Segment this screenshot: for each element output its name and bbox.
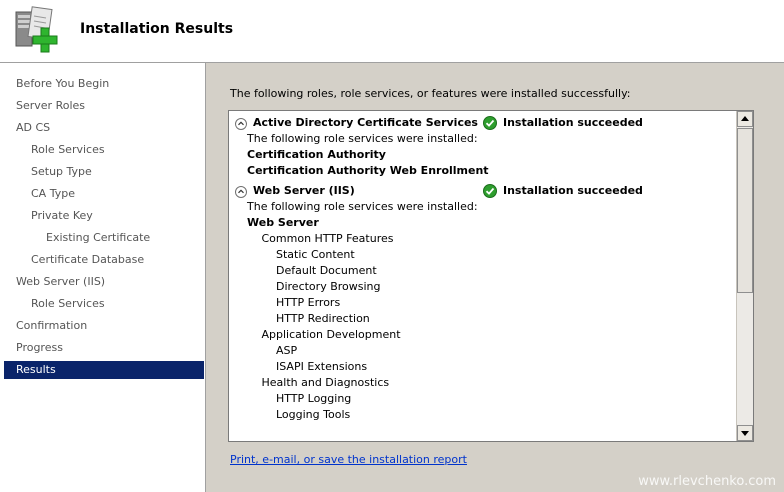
results-list bbox=[229, 111, 734, 441]
role-service-item: Static Content bbox=[276, 248, 355, 261]
sidebar-item-results[interactable]: Results bbox=[4, 361, 204, 379]
scroll-down-button[interactable] bbox=[737, 425, 753, 441]
success-check-icon bbox=[483, 184, 497, 198]
section-subtitle: The following role services were installed: bbox=[247, 200, 478, 213]
role-service-item: Health and Diagnostics bbox=[261, 376, 390, 389]
intro-text: The following roles, role services, or features were installed successfully: bbox=[230, 87, 631, 100]
role-service-item: Certification Authority Web Enrollment bbox=[247, 164, 489, 177]
sidebar-item-setup-type[interactable]: Setup Type bbox=[31, 165, 92, 178]
sidebar-item-private-key[interactable]: Private Key bbox=[31, 209, 93, 222]
section-subtitle: The following role services were installed: bbox=[247, 132, 478, 145]
success-check-icon bbox=[483, 116, 497, 130]
role-service-item: HTTP Logging bbox=[276, 392, 352, 405]
section-title: Active Directory Certificate Services bbox=[253, 116, 478, 129]
sidebar-item-certificate-database[interactable]: Certificate Database bbox=[31, 253, 145, 266]
role-service-item: HTTP Redirection bbox=[276, 312, 370, 325]
sidebar-item-ad-cs[interactable]: AD CS bbox=[16, 121, 51, 134]
role-service-item: ASP bbox=[276, 344, 298, 357]
section-title: Web Server (IIS) bbox=[253, 184, 355, 197]
sidebar-item-server-roles[interactable]: Server Roles bbox=[16, 99, 86, 112]
main-content bbox=[206, 63, 784, 492]
wizard-step-list bbox=[0, 63, 206, 492]
role-service-item: Directory Browsing bbox=[276, 280, 381, 293]
role-service-item: Common HTTP Features bbox=[261, 232, 394, 245]
collapse-toggle-button[interactable] bbox=[235, 118, 247, 130]
sidebar-item-role-services[interactable]: Role Services bbox=[31, 143, 105, 156]
scroll-up-button[interactable] bbox=[737, 111, 753, 127]
sidebar-item-progress[interactable]: Progress bbox=[16, 341, 63, 354]
sidebar-item-ca-type[interactable]: CA Type bbox=[31, 187, 75, 200]
sidebar-item-existing-certificate[interactable]: Existing Certificate bbox=[46, 231, 151, 244]
collapse-toggle-button[interactable] bbox=[235, 186, 247, 198]
role-service-item: Default Document bbox=[276, 264, 377, 277]
role-service-item: ISAPI Extensions bbox=[276, 360, 368, 373]
sidebar-item-web-server-iis[interactable]: Web Server (IIS) bbox=[16, 275, 106, 288]
scroll-thumb[interactable] bbox=[737, 128, 753, 293]
sidebar-item-confirmation[interactable]: Confirmation bbox=[16, 319, 88, 332]
role-service-item: Application Development bbox=[261, 328, 401, 341]
role-service-item: Logging Tools bbox=[276, 408, 351, 421]
sidebar-item-before-you-begin[interactable]: Before You Begin bbox=[16, 77, 110, 90]
wizard-header bbox=[0, 0, 784, 63]
sidebar-item-role-services[interactable]: Role Services bbox=[31, 297, 105, 310]
vertical-scrollbar[interactable] bbox=[736, 111, 753, 441]
page-title: Installation Results bbox=[80, 21, 234, 37]
results-list-box[interactable] bbox=[228, 110, 754, 442]
arrow-down-icon bbox=[738, 426, 752, 440]
arrow-up-icon bbox=[738, 112, 752, 126]
status-text: Installation succeeded bbox=[503, 116, 643, 129]
role-service-item: Web Server bbox=[247, 216, 319, 229]
role-service-item: Certification Authority bbox=[247, 148, 386, 161]
server-add-icon bbox=[12, 6, 62, 56]
watermark: www.rlevchenko.com bbox=[638, 474, 776, 489]
installation-report-link[interactable]: Print, e-mail, or save the installation report bbox=[230, 453, 467, 466]
status-text: Installation succeeded bbox=[503, 184, 643, 197]
role-service-item: HTTP Errors bbox=[276, 296, 341, 309]
